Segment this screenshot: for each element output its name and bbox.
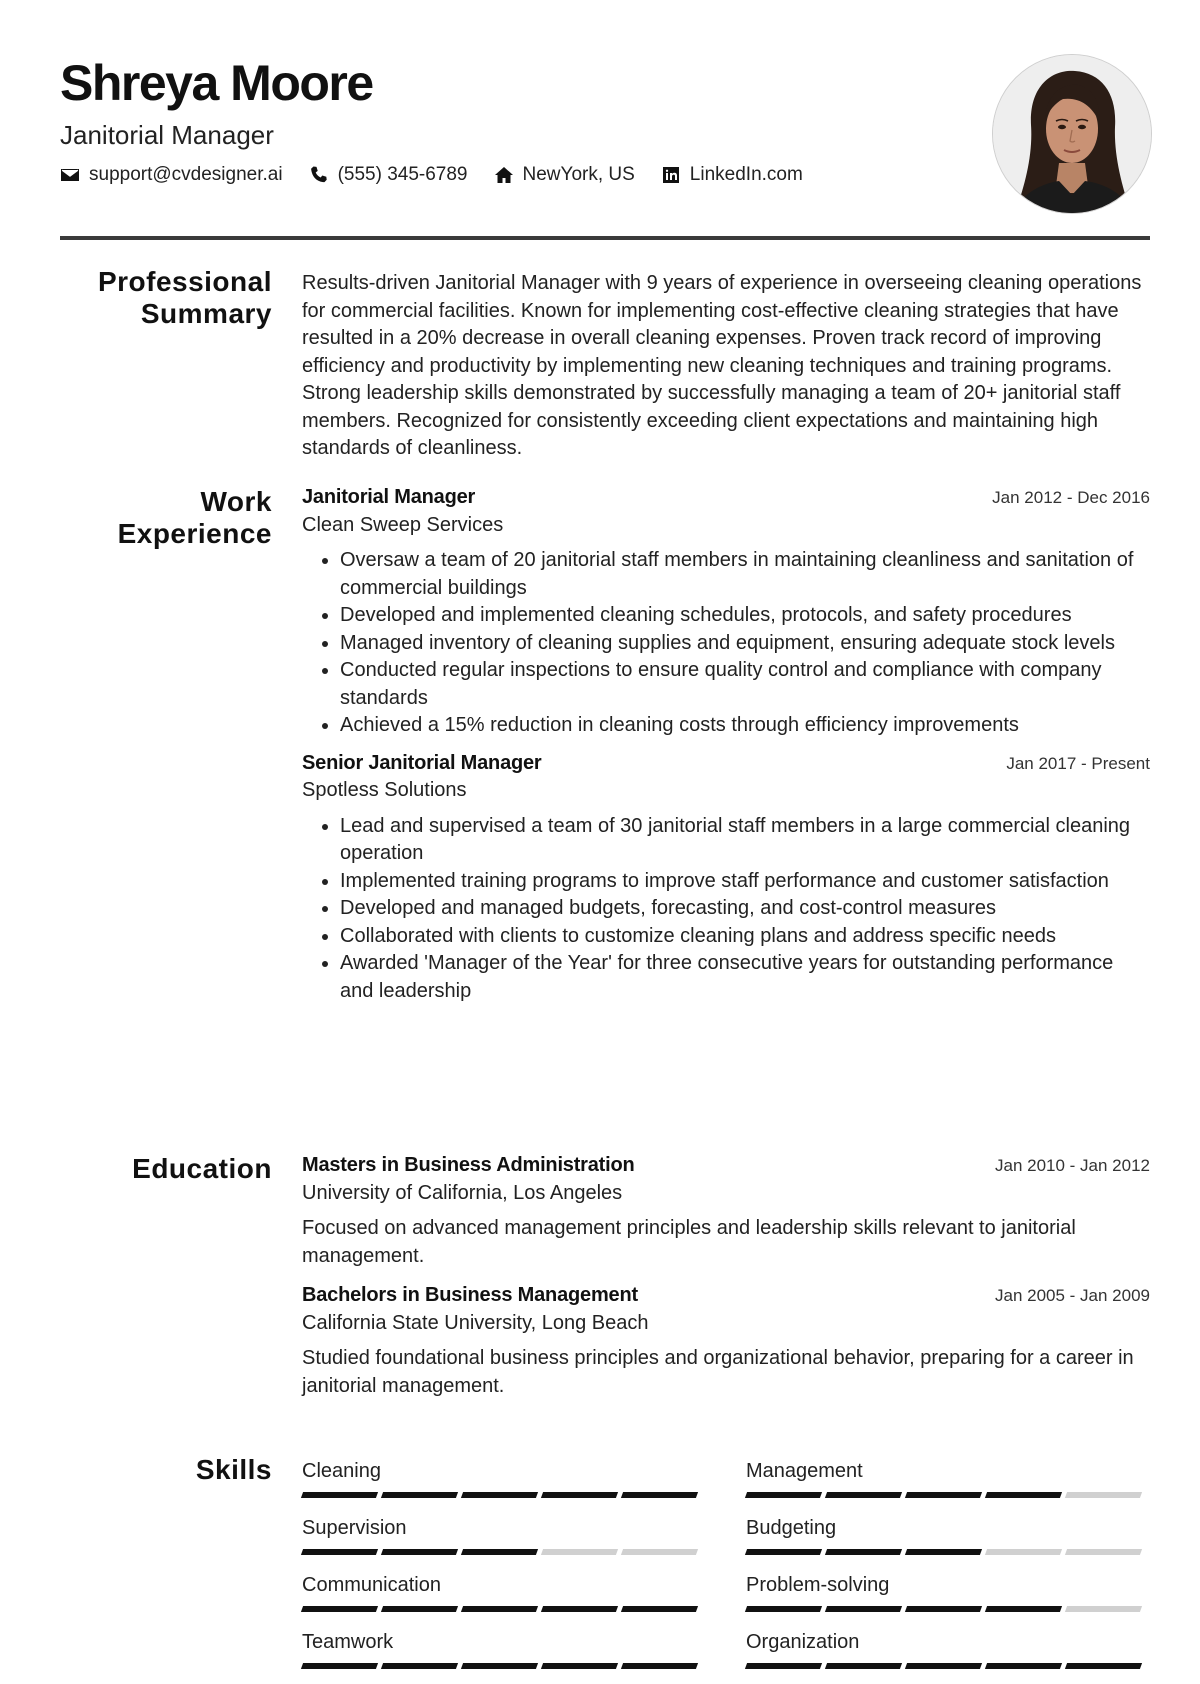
home-icon bbox=[494, 165, 514, 185]
skill-level-filled bbox=[825, 1549, 902, 1555]
skill-level-empty bbox=[1065, 1549, 1142, 1555]
skill-level-filled bbox=[541, 1492, 618, 1498]
skill-name: Management bbox=[746, 1460, 863, 1482]
job-bullets bbox=[302, 547, 1150, 740]
job-bullet: • Implemented training programs to improve staff performance and customer satisfaction bbox=[340, 868, 1150, 896]
skill-name: Problem-solving bbox=[746, 1574, 890, 1596]
skill-level-filled bbox=[621, 1606, 698, 1612]
education-list bbox=[302, 1152, 1150, 1412]
skill-level-filled bbox=[745, 1663, 822, 1669]
skill-name: Organization bbox=[746, 1631, 860, 1653]
skill-level-filled bbox=[381, 1492, 458, 1498]
contact-linkedin[interactable] bbox=[661, 164, 803, 186]
education-dates: Jan 2010 - Jan 2012 bbox=[994, 1156, 1150, 1175]
skill-level-filled bbox=[541, 1606, 618, 1612]
job-bullet: • Developed and managed budgets, forecasting, and cost-control measures bbox=[340, 895, 1150, 923]
degree-title: Bachelors in Business Management bbox=[302, 1284, 638, 1306]
job-dates: Jan 2017 - Present bbox=[1006, 753, 1150, 773]
contact-location bbox=[494, 164, 635, 186]
skill-level-bar bbox=[746, 1492, 1146, 1498]
job-role: Senior Janitorial Manager bbox=[302, 751, 542, 774]
skill-level-filled bbox=[905, 1492, 982, 1498]
contact-bar bbox=[60, 164, 829, 186]
education-description: Focused on advanced management principles and leadership skills relevant to janitorial management. bbox=[302, 1217, 1076, 1267]
skill-item bbox=[746, 1459, 1146, 1498]
experience-heading bbox=[118, 486, 272, 550]
skill-level-bar bbox=[746, 1663, 1146, 1669]
skill-item bbox=[302, 1630, 702, 1669]
skill-level-filled bbox=[825, 1663, 902, 1669]
skill-item bbox=[746, 1630, 1146, 1669]
skill-level-bar bbox=[302, 1492, 702, 1498]
job-role: Janitorial Manager bbox=[302, 486, 476, 508]
skill-name: Cleaning bbox=[302, 1460, 381, 1482]
skill-level-filled bbox=[301, 1663, 378, 1669]
skill-level-filled bbox=[461, 1606, 538, 1612]
skill-level-empty bbox=[541, 1549, 618, 1555]
job-bullet: • Achieved a 15% reduction in cleaning costs through efficiency improvements bbox=[340, 712, 1150, 740]
summary-text: Results-driven Janitorial Manager with 9 years of experience in overseeing cleaning operations for commercial facilities. Known for implementing cost-effective cleaning strategies that have resulted in a 20% decrease in overall cleaning expenses. Proven track record of improving efficiency and productivity by implementing new cleaning techniques and training programs. Strong leadership skills demonstrated by successfully managing a team of 20+ janitorial staff members. Recognized for consistently exceeding client expectations and maintaining high standards of cleanliness. bbox=[302, 272, 1142, 459]
job-bullet: • Collaborated with clients to customize cleaning plans and address specific needs bbox=[340, 923, 1150, 951]
skill-level-filled bbox=[301, 1492, 378, 1498]
education-entry bbox=[302, 1152, 1150, 1270]
school-name: University of California, Los Angeles bbox=[302, 1181, 623, 1204]
skill-level-filled bbox=[541, 1663, 618, 1669]
job-dates: Jan 2012 - Dec 2016 bbox=[992, 488, 1150, 507]
job-bullet: • Oversaw a team of 20 janitorial staff members in maintaining cleanliness and sanitation of commercial buildings bbox=[340, 547, 1150, 602]
summary-heading bbox=[98, 266, 272, 330]
experience-heading-line2: Experience bbox=[117, 518, 272, 549]
skill-level-filled bbox=[461, 1549, 538, 1555]
job-company: Spotless Solutions bbox=[302, 779, 467, 801]
skill-level-filled bbox=[301, 1606, 378, 1612]
job-bullet: • Awarded 'Manager of the Year' for three consecutive years for outstanding performance and leadership bbox=[340, 950, 1150, 1005]
skill-level-filled bbox=[745, 1606, 822, 1612]
skill-level-filled bbox=[381, 1663, 458, 1669]
skill-level-bar bbox=[302, 1606, 702, 1612]
experience-list bbox=[302, 484, 1150, 1015]
skill-name: Budgeting bbox=[746, 1517, 837, 1539]
skill-level-filled bbox=[1065, 1663, 1142, 1669]
candidate-title: Janitorial Manager bbox=[60, 120, 274, 150]
contact-email[interactable] bbox=[60, 164, 283, 186]
job-bullet: • Lead and supervised a team of 30 janitorial staff members in a large commercial cleaning operation bbox=[340, 813, 1150, 868]
skill-level-bar bbox=[302, 1663, 702, 1669]
job-bullet: • Conducted regular inspections to ensure quality control and compliance with company standards bbox=[340, 657, 1150, 712]
experience-heading-line1: Work bbox=[200, 486, 272, 517]
skill-item bbox=[302, 1573, 702, 1612]
education-description: Studied foundational business principles and organizational behavior, preparing for a career in janitorial management. bbox=[302, 1347, 1134, 1397]
skill-level-filled bbox=[985, 1663, 1062, 1669]
job-bullet: • Developed and implemented cleaning schedules, protocols, and safety procedures bbox=[340, 602, 1150, 630]
job-entry bbox=[302, 750, 1150, 1006]
skill-level-empty bbox=[1065, 1606, 1142, 1612]
linkedin-text: LinkedIn.com bbox=[689, 164, 803, 185]
skill-level-filled bbox=[985, 1492, 1062, 1498]
skill-level-filled bbox=[381, 1606, 458, 1612]
summary-heading-line1: Professional bbox=[97, 266, 272, 297]
skill-level-bar bbox=[746, 1606, 1146, 1612]
job-bullet: • Managed inventory of cleaning supplies and equipment, ensuring adequate stock levels bbox=[340, 630, 1150, 658]
job-entry bbox=[302, 484, 1150, 740]
skill-name: Supervision bbox=[302, 1517, 407, 1539]
profile-photo bbox=[992, 54, 1152, 214]
phone-icon bbox=[309, 165, 329, 185]
education-dates: Jan 2005 - Jan 2009 bbox=[994, 1286, 1150, 1305]
skill-level-filled bbox=[905, 1606, 982, 1612]
skill-level-filled bbox=[461, 1663, 538, 1669]
skill-name: Teamwork bbox=[302, 1631, 394, 1653]
skill-level-filled bbox=[905, 1663, 982, 1669]
location-text: NewYork, US bbox=[522, 164, 635, 185]
header-divider bbox=[60, 236, 1150, 240]
school-name: California State University, Long Beach bbox=[302, 1311, 649, 1334]
skill-level-filled bbox=[745, 1549, 822, 1555]
skill-level-filled bbox=[825, 1492, 902, 1498]
skill-name: Communication bbox=[302, 1574, 441, 1596]
skill-level-empty bbox=[1065, 1492, 1142, 1498]
phone-text: (555) 345-6789 bbox=[337, 164, 468, 185]
summary-heading-line2: Summary bbox=[140, 298, 272, 329]
skill-level-filled bbox=[825, 1606, 902, 1612]
skill-item bbox=[746, 1573, 1146, 1612]
job-company: Clean Sweep Services bbox=[302, 513, 504, 536]
skill-level-bar bbox=[302, 1549, 702, 1555]
job-bullets bbox=[302, 813, 1150, 1006]
email-text: support@cvdesigner.ai bbox=[89, 164, 283, 185]
skill-level-filled bbox=[621, 1663, 698, 1669]
contact-phone[interactable] bbox=[309, 164, 468, 186]
skill-item bbox=[302, 1459, 702, 1498]
linkedin-icon bbox=[661, 165, 681, 185]
skill-level-filled bbox=[301, 1549, 378, 1555]
skill-level-empty bbox=[621, 1549, 698, 1555]
education-entry bbox=[302, 1282, 1150, 1400]
skill-level-bar bbox=[746, 1549, 1146, 1555]
degree-title: Masters in Business Administration bbox=[302, 1154, 635, 1176]
candidate-name: Shreya Moore bbox=[60, 55, 373, 111]
skill-level-filled bbox=[745, 1492, 822, 1498]
skill-level-filled bbox=[985, 1606, 1062, 1612]
skills-heading: Skills bbox=[195, 1454, 272, 1485]
skill-level-filled bbox=[905, 1549, 982, 1555]
skill-level-filled bbox=[381, 1549, 458, 1555]
education-heading: Education bbox=[132, 1153, 272, 1184]
skill-item bbox=[746, 1516, 1146, 1555]
skill-item bbox=[302, 1516, 702, 1555]
skill-level-empty bbox=[985, 1549, 1062, 1555]
skill-level-filled bbox=[461, 1492, 538, 1498]
skill-level-filled bbox=[621, 1492, 698, 1498]
envelope-icon bbox=[60, 165, 80, 185]
